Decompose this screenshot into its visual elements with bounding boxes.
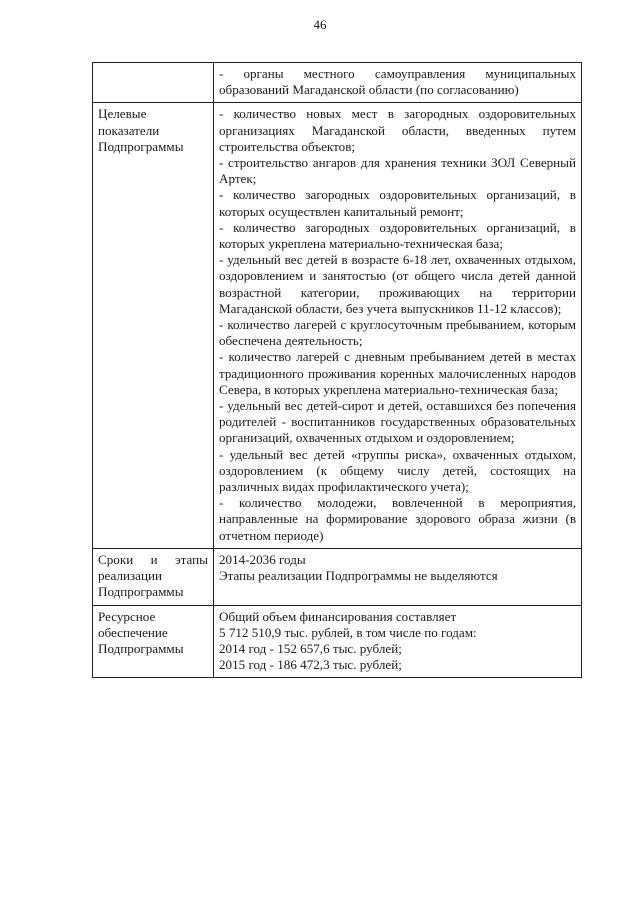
list-item: 2014-2036 годы xyxy=(219,551,306,567)
label-cell-empty xyxy=(93,63,214,103)
content-cell-timeline xyxy=(214,548,582,605)
list-item: 2014 год - 152 657,6 тыс. рублей; xyxy=(219,640,402,656)
list-item: Общий объем финансирования составляет xyxy=(219,608,457,624)
label-word: этапы xyxy=(175,551,208,567)
label-cell-target-indicators: Целевые показатели Подпрограммы xyxy=(93,103,214,548)
label-cell-timeline xyxy=(93,548,214,605)
page-number: 46 xyxy=(313,17,327,32)
label-rest: реализации Подпрограммы xyxy=(98,568,184,600)
list-item: 2015 год - 186 472,3 тыс. рублей; xyxy=(219,657,402,673)
list-item: - органы местного самоуправления муниципальных образований Магаданской области (по согласованию) xyxy=(219,66,576,98)
list-item: - количество лагерей с круглосуточным пребыванием, которым обеспечена деятельность; xyxy=(219,317,576,349)
content-cell-responsible xyxy=(214,63,582,103)
list-item: - количество новых мест в загородных оздоровительных организациях Магаданской области, введенных путем строительства объектов; xyxy=(219,106,576,154)
table-row-timeline xyxy=(93,548,582,605)
list-item: - строительство ангаров для хранения техники ЗОЛ Северный Артек; xyxy=(219,155,576,187)
list-item: - количество загородных оздоровительных организаций, в которых осуществлен капитальный ремонт; xyxy=(219,187,576,219)
list-item: 5 712 510,9 тыс. рублей, в том числе по годам: xyxy=(219,624,477,640)
label-line xyxy=(98,552,208,568)
passport-table xyxy=(92,62,582,678)
list-item: - удельный вес детей-сирот и детей, оставшихся без попечения родителей - воспитанников государственных образовательных организаций, охваченных отдыхом и оздоровлением; xyxy=(219,398,576,446)
list-item: - количество лагерей с дневным пребыванием детей в местах традиционного проживания коренных малочисленных народов Севера, в которых укреплена материально-техническая база; xyxy=(219,349,576,397)
list-item: - количество загородных оздоровительных организаций, в которых укреплена материально-техническая база; xyxy=(219,219,576,252)
label-cell-funding: Ресурсное обеспечение Подпрограммы xyxy=(93,605,214,678)
list-item: - количество молодежи, вовлеченной в мероприятия, направленные на формирование здорового образа жизни (в отчетном периоде) xyxy=(219,495,576,543)
content-cell-funding xyxy=(214,605,582,678)
table-row-funding xyxy=(93,605,582,678)
list-item: Этапы реализации Подпрограммы не выделяются xyxy=(219,568,498,584)
table-row-responsible xyxy=(93,63,582,103)
label-word: Сроки xyxy=(98,551,134,567)
table-row-target-indicators xyxy=(93,103,582,548)
label-word: и xyxy=(150,551,158,567)
list-item: - удельный вес детей «группы риска», охваченных отдыхом, оздоровлением (к общему числу детей, состоящих на различных видах профилактического учета); xyxy=(219,446,576,495)
content-cell-target-indicators xyxy=(214,103,582,548)
list-item: - удельный вес детей в возрасте 6-18 лет, охваченных отдыхом, оздоровлением и занятостью (от общего числа детей данной возрастной категории, проживающих на территории Магаданской области, без учета выпускников 11-12 классов); xyxy=(219,252,576,316)
